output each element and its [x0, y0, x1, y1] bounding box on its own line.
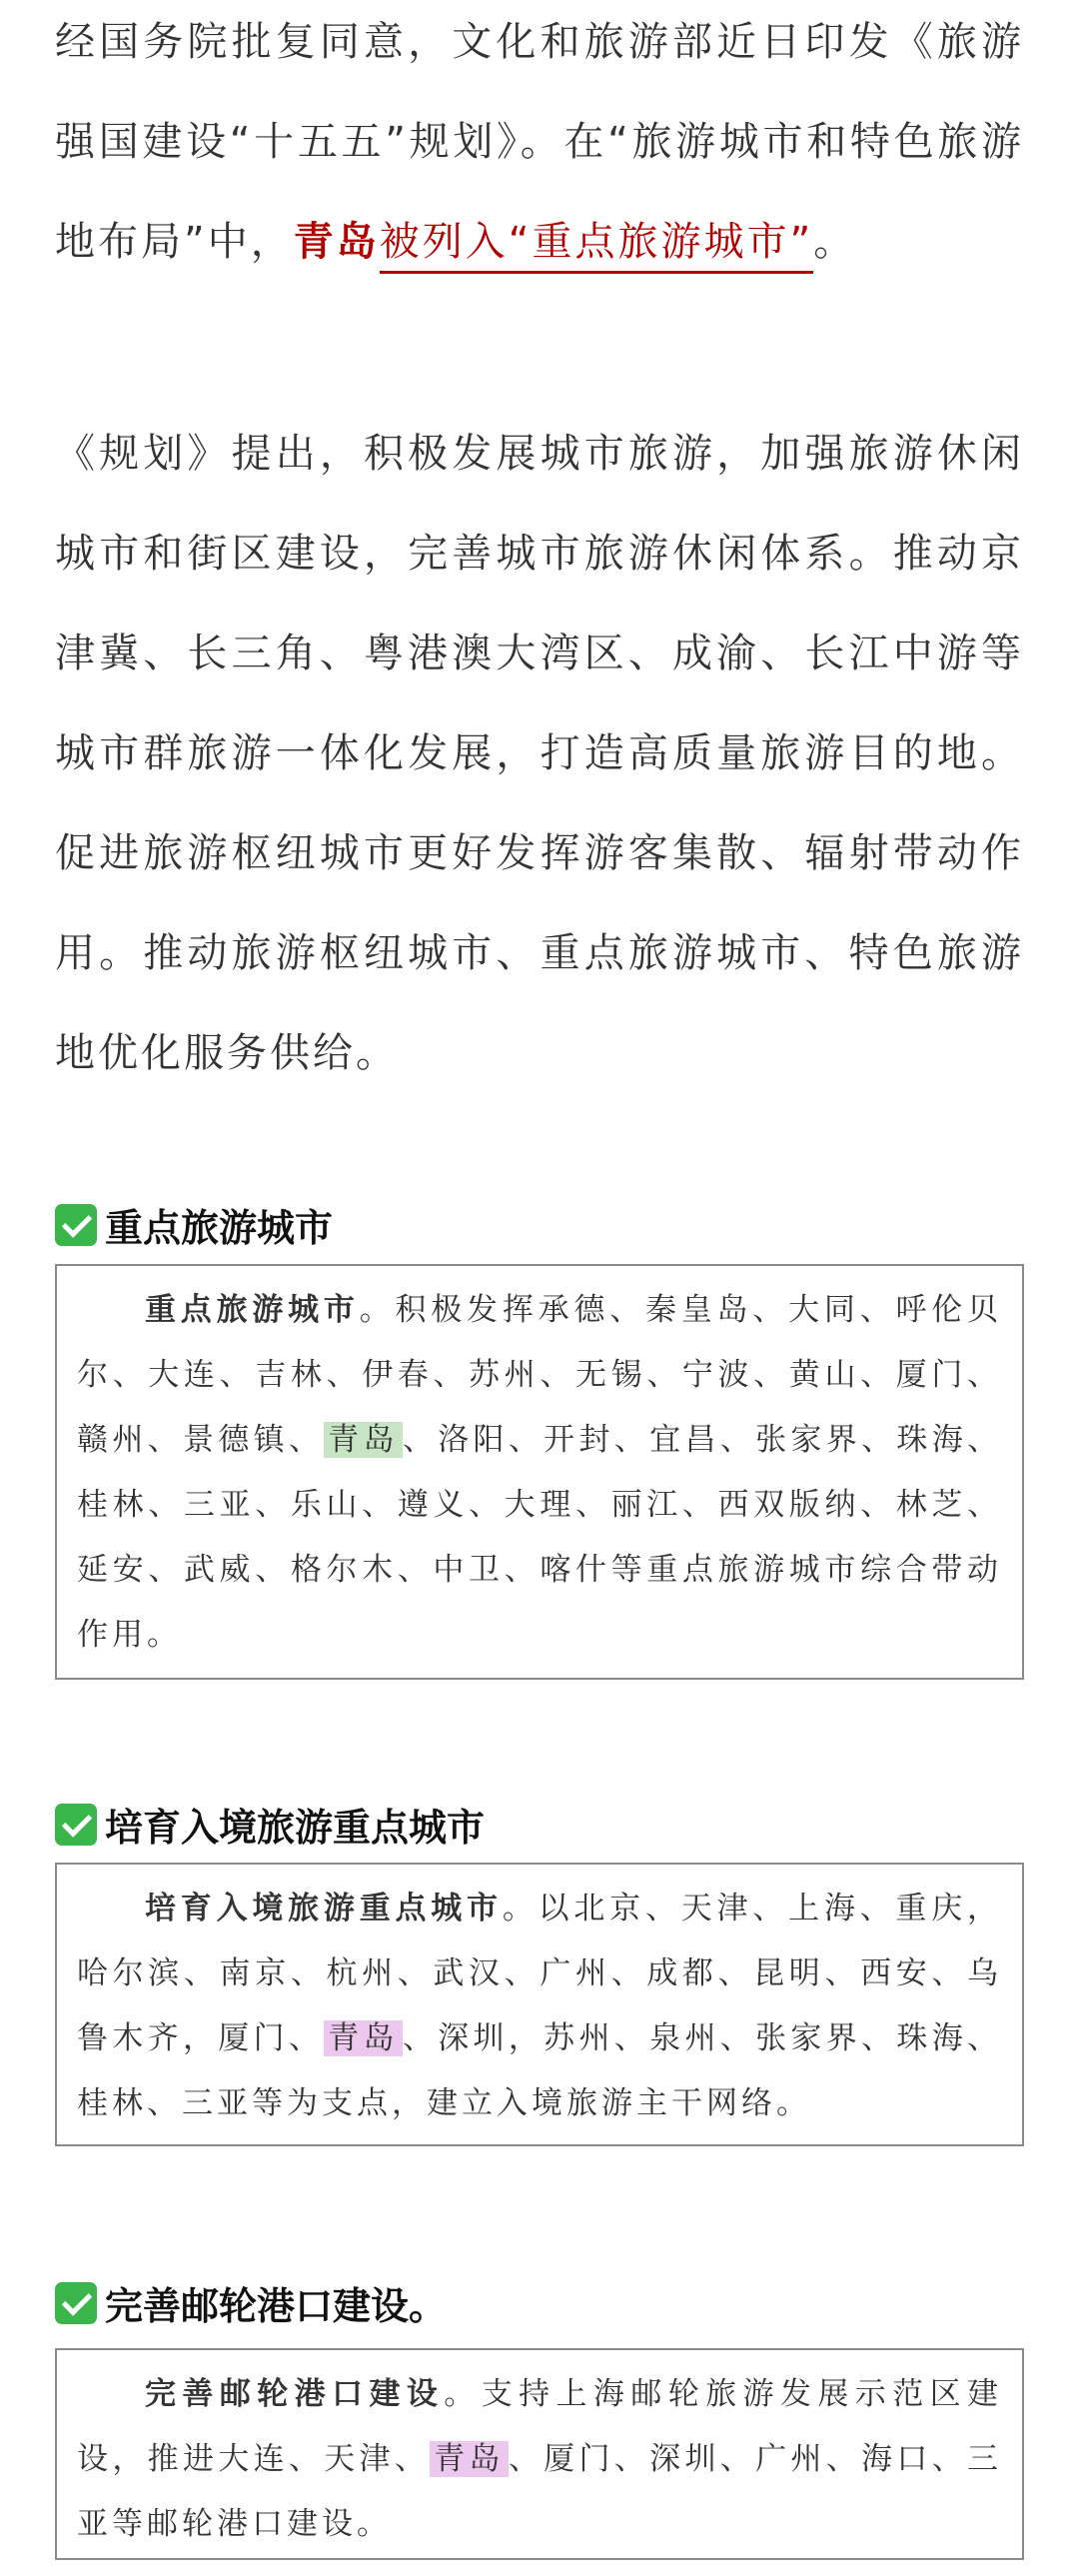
intro-text: 经国务院批复同意，文化和旅游部近日印发《旅游强国建设“十五五”规划》。在“旅游城市和特色旅游地布局”中，: [55, 19, 1024, 265]
box-lead: 重点旅游城市: [145, 1292, 360, 1328]
highlighted-city: 青岛: [293, 219, 380, 265]
city-highlight-qingdao: 青岛: [324, 1422, 403, 1458]
quote-box-key-cities: [55, 1264, 1024, 1680]
box-text-after: 、洛阳、开封、宜昌、张家界、珠海、桂林、三亚、乐山、遵义、大理、丽江、西双版纳、林芝、延安、武威、格尔木、中卫、喀什等重点旅游城市综合带动作用。: [77, 1422, 1003, 1653]
quote-box-inbound-cities: [55, 1863, 1024, 2146]
intro-paragraph: [55, 0, 1024, 292]
intro-end: 。: [813, 219, 857, 265]
section-heading-text: 培育入境旅游重点城市: [105, 1806, 486, 1850]
city-highlight-qingdao: 青岛: [324, 2020, 403, 2056]
section-heading-inbound-cities: [55, 1797, 485, 1852]
check-mark-icon: [55, 2282, 97, 2324]
box-text-after: 、深圳，苏州、泉州、张家界、珠海、桂林、三亚等为支点，建立入境旅游主干网络。: [77, 2020, 1003, 2121]
underlined-phrase: 被列入“重点旅游城市”: [380, 219, 813, 274]
plan-paragraph: 《规划》提出，积极发展城市旅游，加强旅游休闲城市和街区建设，完善城市旅游休闲体系。推动京津冀、长三角、粤港澳大湾区、成渝、长江中游等城市群旅游一体化发展，打造高质量旅游目的地。促进旅游枢纽城市更好发挥游客集散、辐射带动作用。推动旅游枢纽城市、重点旅游城市、特色旅游地优化服务供给。: [55, 431, 1024, 1076]
box-text: 。支持上海邮轮旅游发展示范区建设，推进大连、天津、: [77, 2376, 1003, 2477]
section-heading-text: 完善邮轮港口建设。: [105, 2284, 448, 2328]
box-text: 。以北京、天津、上海、重庆，哈尔滨、南京、杭州、武汉、广州、成都、昆明、西安、乌鲁木齐，厦门、: [77, 1891, 1003, 2056]
city-highlight-qingdao: 青岛: [430, 2441, 509, 2477]
quote-box-cruise-ports: [55, 2348, 1024, 2560]
section-heading-cruise-ports: [55, 2275, 447, 2330]
check-mark-icon: [55, 1804, 97, 1846]
check-mark-icon: [55, 1204, 97, 1246]
box-lead: 完善邮轮港口建设: [145, 2376, 445, 2412]
section-heading-key-cities: [55, 1197, 333, 1252]
box-lead: 培育入境旅游重点城市: [145, 1891, 503, 1927]
box-text-after: 、厦门、深圳、广州、海口、三亚等邮轮港口建设。: [77, 2441, 1003, 2542]
section-heading-text: 重点旅游城市: [105, 1206, 334, 1250]
box-text: 。积极发挥承德、秦皇岛、大同、呼伦贝尔、大连、吉林、伊春、苏州、无锡、宁波、黄山、厦门、赣州、景德镇、: [77, 1292, 1003, 1458]
